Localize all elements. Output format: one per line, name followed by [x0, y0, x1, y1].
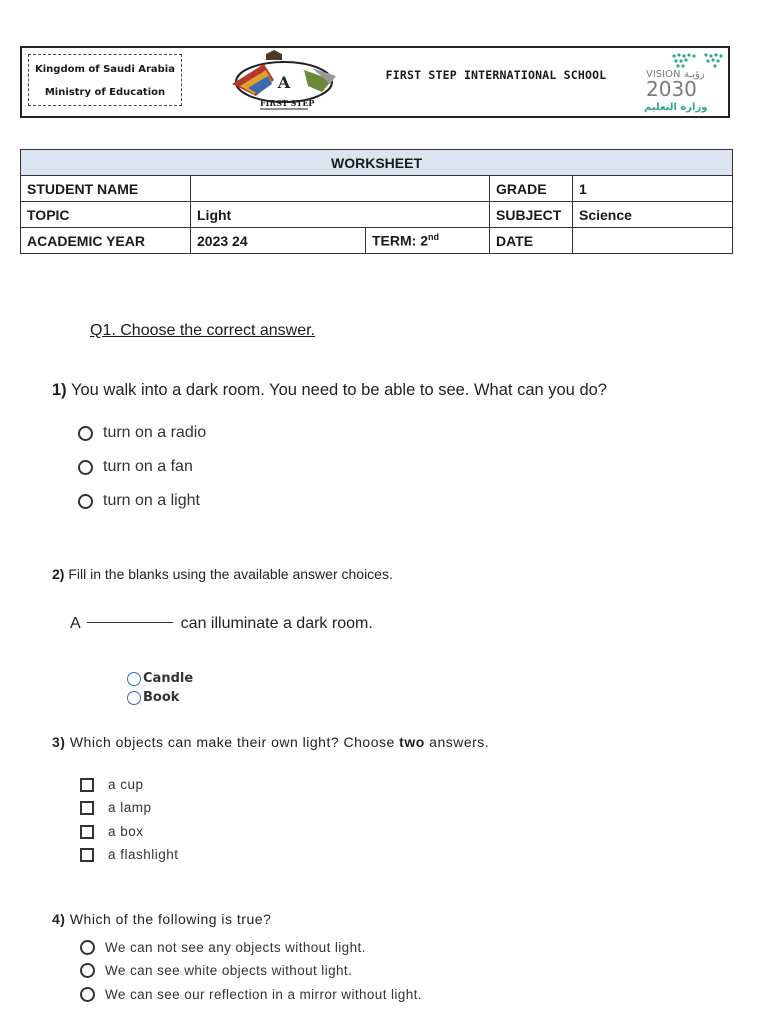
question-4-number: 4) — [52, 911, 66, 927]
grade-label: GRADE — [490, 176, 573, 202]
option-label: a cup — [108, 777, 144, 792]
radio-button-icon[interactable] — [78, 460, 93, 475]
term-cell — [366, 228, 490, 254]
sentence-end: can illuminate a dark room. — [180, 615, 373, 632]
academic-year-value: 2023 24 — [191, 228, 366, 254]
fill-in-blank[interactable] — [87, 622, 173, 623]
question-1-number: 1) — [52, 381, 67, 399]
question-4-text: Which of the following is true? — [69, 911, 272, 927]
option-label: a flashlight — [108, 847, 179, 862]
question-4 — [52, 911, 271, 927]
student-name-field[interactable] — [191, 176, 490, 202]
term-superscript: nd — [428, 232, 439, 243]
radio-button-icon[interactable] — [80, 963, 95, 978]
radio-button-icon[interactable] — [127, 672, 141, 686]
q4-option-3[interactable] — [80, 987, 422, 1002]
q3-option-2[interactable] — [80, 800, 152, 815]
topic-label: TOPIC — [21, 202, 191, 228]
option-label: We can see our reflection in a mirror without light. — [105, 987, 422, 1002]
subject-value: Science — [573, 202, 733, 228]
worksheet-info-table — [20, 149, 733, 254]
school-name: FIRST STEP INTERNATIONAL SCHOOL — [385, 68, 607, 82]
logo-text: FIRST STEP — [260, 98, 315, 108]
q3-option-3[interactable] — [80, 824, 144, 839]
school-header — [20, 46, 730, 118]
option-label: a lamp — [108, 800, 152, 815]
q3-option-4[interactable] — [80, 847, 179, 862]
question-1-text: You walk into a dark room. You need to be able to see. What can you do? — [70, 381, 607, 399]
option-label: Candle — [143, 671, 194, 686]
question-3-emphasis: two — [399, 734, 425, 750]
option-label: a box — [108, 824, 144, 839]
question-3-text-start: Which objects can make their own light? Choose — [69, 734, 395, 750]
vision-2030-logo-icon — [622, 50, 726, 114]
q2-sentence — [70, 615, 373, 633]
date-label: DATE — [490, 228, 573, 254]
radio-button-icon[interactable] — [78, 426, 93, 441]
checkbox-icon[interactable] — [80, 848, 94, 862]
q1-option-1[interactable] — [78, 424, 206, 442]
question-3-number: 3) — [52, 734, 66, 750]
term-label: TERM: 2 — [372, 232, 428, 249]
option-label: Book — [143, 690, 180, 705]
grade-value: 1 — [573, 176, 733, 202]
topic-value: Light — [191, 202, 490, 228]
q2-option-1[interactable] — [127, 671, 193, 686]
worksheet-title: WORKSHEET — [21, 150, 733, 176]
q1-option-3[interactable] — [78, 492, 200, 510]
ministry-arabic-label: وزارة التعليم — [644, 102, 708, 113]
date-field[interactable] — [573, 228, 733, 254]
ministry-box — [28, 54, 182, 106]
question-3 — [52, 734, 489, 750]
checkbox-icon[interactable] — [80, 825, 94, 839]
svg-text:A: A — [277, 73, 291, 92]
sentence-start: A — [70, 615, 81, 632]
question-2 — [52, 566, 393, 582]
radio-button-icon[interactable] — [127, 691, 141, 705]
country-label: Kingdom of Saudi Arabia — [35, 64, 175, 75]
question-3-text-end: answers. — [429, 734, 490, 750]
option-label: turn on a light — [103, 492, 200, 509]
q3-option-1[interactable] — [80, 777, 144, 792]
radio-button-icon[interactable] — [78, 494, 93, 509]
ministry-label: Ministry of Education — [44, 87, 166, 98]
option-label: We can see white objects without light. — [105, 963, 353, 978]
subject-label: SUBJECT — [490, 202, 573, 228]
q4-option-2[interactable] — [80, 963, 352, 978]
radio-button-icon[interactable] — [80, 940, 95, 955]
question-1 — [52, 381, 607, 400]
question-2-text: Fill in the blanks using the available answer choices. — [68, 566, 393, 582]
q1-option-2[interactable] — [78, 458, 193, 476]
school-logo-icon — [204, 50, 364, 114]
vision-arabic-label: رؤيـة — [684, 69, 705, 80]
q2-option-2[interactable] — [127, 690, 179, 705]
question-2-number: 2) — [52, 566, 65, 582]
option-label: turn on a radio — [103, 424, 207, 441]
vision-label: VISION — [646, 69, 681, 80]
section-title: Q1. Choose the correct answer. — [90, 322, 315, 339]
checkbox-icon[interactable] — [80, 801, 94, 815]
q4-option-1[interactable] — [80, 940, 366, 955]
option-label: turn on a fan — [103, 458, 193, 475]
option-label: We can not see any objects without light. — [105, 940, 366, 955]
checkbox-icon[interactable] — [80, 778, 94, 792]
radio-button-icon[interactable] — [80, 987, 95, 1002]
vision-year-label: 2030 — [646, 77, 697, 101]
academic-year-label: ACADEMIC YEAR — [21, 228, 191, 254]
student-name-label: STUDENT NAME — [21, 176, 191, 202]
